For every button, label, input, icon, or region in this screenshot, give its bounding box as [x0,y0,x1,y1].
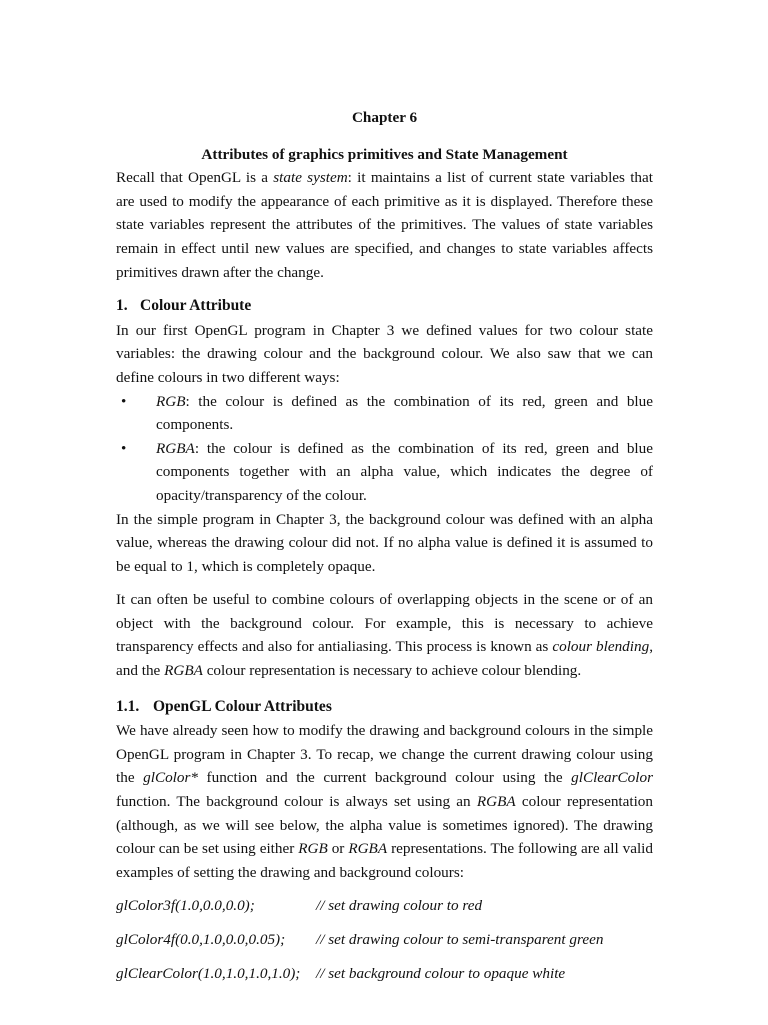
code-call: glClearColor(1.0,1.0,1.0,1.0); [116,964,301,982]
emphasized-text: RGBA [164,662,203,680]
text-run: In our first OpenGL program in Chapter 3 we defined values for two colour state variables: the drawing colour and the background colour. We also saw that we can define colours in two different ways: [116,321,653,386]
text-run: , and the [116,638,653,680]
blending-paragraph [116,588,653,682]
opengl-colour-paragraph [116,719,653,884]
alpha-paragraph [116,508,653,579]
emphasized-text: glColor* [143,769,198,787]
emphasized-text: state system [273,169,348,187]
text-run: We have already seen how to modify the drawing and background colours in the simple OpenGL program in Chapter 3. To recap, we change the current drawing colour using the [116,722,653,787]
text-run: Recall that OpenGL is a [116,169,274,187]
text-run: In the simple program in Chapter 3, the background colour was defined with an alpha value, whereas the drawing colour did not. If no alpha value is defined it is assumed to be equal to 1, which is completely opaque. [116,510,653,575]
intro-paragraph [116,166,653,284]
text-run: : it maintains a list of current state variables that are used to modify the appearance of each primitive as it is displayed. Therefore these state variables represent the attributes of the primitives. The values of state variables remain in effect until new values are specified, and changes to state variables affects primitives drawn after the change. [116,169,653,281]
section-title: Colour Attribute [140,297,252,315]
code-comment: // set drawing colour to semi-transparent green [316,931,604,948]
section-title: OpenGL Colour Attributes [153,697,332,715]
code-comment: // set background colour to opaque white [316,964,566,982]
text-run: function. The background colour is always set using an [116,793,477,811]
list-item-rgb [116,390,653,437]
colour-formats-list [116,390,653,508]
code-line [116,962,653,986]
emphasized-text: colour blending [552,638,650,656]
chapter-number: Chapter 6 [351,109,418,126]
colour-paragraph [116,319,653,390]
section-number: 1. [116,297,128,315]
text-run: : the colour is defined as the combination of its red, green and blue components. [156,392,653,434]
document-page [116,0,653,1025]
text-run: representations. The following are all valid examples of setting the drawing and background colours: [116,840,653,881]
code-comment: // set drawing colour to red [316,897,483,915]
emphasized-text: RGBA [476,793,516,811]
code-line [116,894,653,918]
section-heading-colour-attribute [116,294,653,318]
chapter-title: Attributes of graphics primitives and State Management [201,145,568,163]
list-item-text [156,440,653,504]
text-run: colour representation (although, as we will see below, the alpha value is sometimes ignored). The drawing colour can be set using either [116,793,653,858]
emphasized-text: RGBA [348,840,388,858]
section-heading-opengl-colour-attributes [116,695,653,719]
emphasized-text: glClearColor [571,769,653,787]
text-run: colour representation is necessary to achieve colour blending. [202,662,582,680]
code-line [116,928,653,952]
text-run: function and the current background colour using the [197,769,572,787]
text-run: It can often be useful to combine colours of overlapping objects in the scene or of an object with the background colour. For example, this is necessary to achieve transparency effects and also for antialiasing. This process is known as [116,591,653,656]
bullet-icon: • [121,439,127,457]
text-run: : the colour is defined as the combination of its red, green and blue components together with an alpha value, which indicates the degree of opacity/transparency of the colour. [156,439,653,504]
list-item-text [156,393,653,434]
bullet-icon: • [121,392,127,410]
emphasized-text: RGBA [156,439,195,457]
emphasized-text: RGB [156,392,186,410]
list-item-rgba [116,437,653,508]
emphasized-text: RGB [298,840,328,858]
text-run: or [327,840,349,858]
code-call: glColor3f(1.0,0.0,0.0); [116,897,255,915]
section-number: 1.1. [116,697,140,715]
code-call: glColor4f(0.0,1.0,0.0,0.05); [116,931,286,948]
